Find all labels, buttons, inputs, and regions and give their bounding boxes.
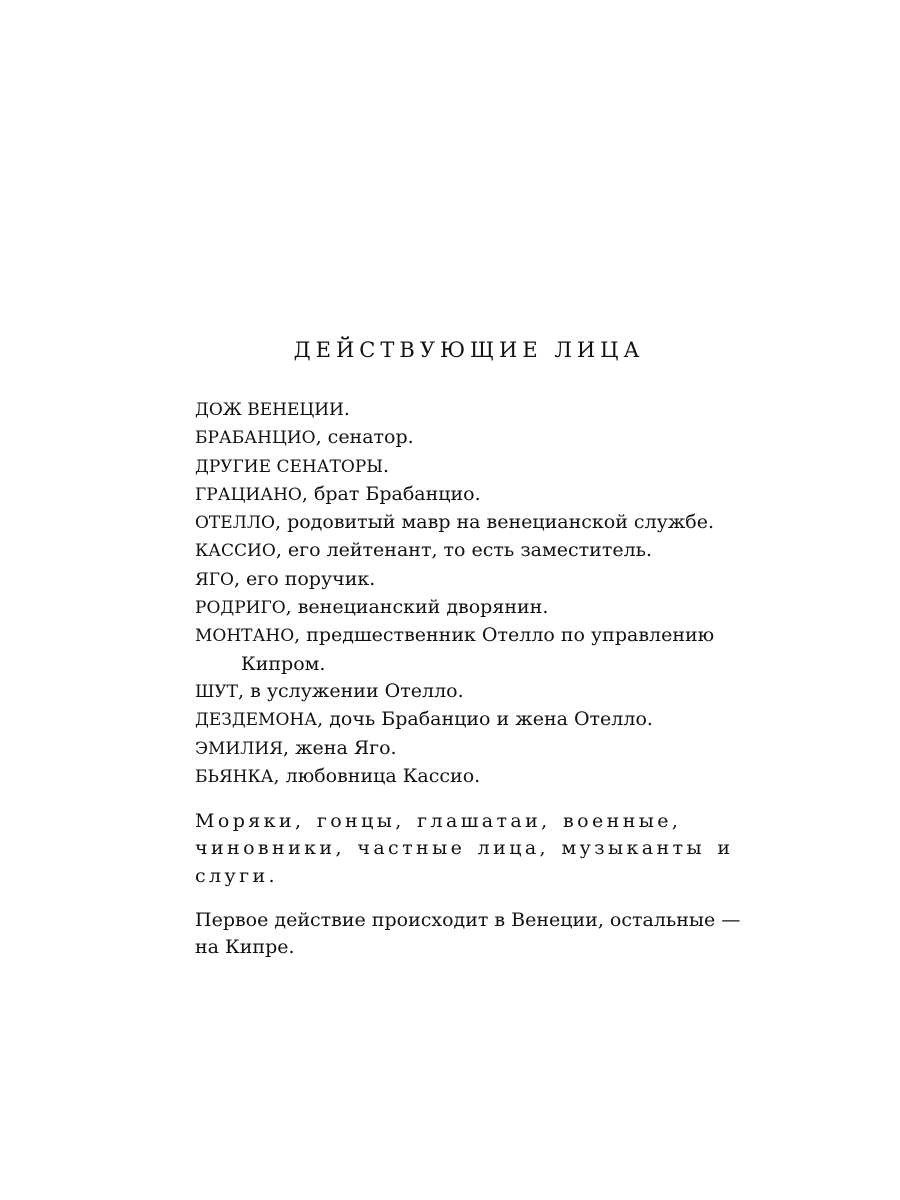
persona-description: , жена Яго. [282, 736, 397, 759]
persona-name: ГРАЦИАНО [195, 484, 302, 505]
persona-description: , родовитый мавр на венецианской службе. [275, 511, 715, 534]
persona-description: , предшественник Отелло по управлению Кипром. [241, 624, 715, 675]
persona-description: , дочь Брабанцио и жена Отелло. [317, 708, 653, 731]
persona-description: , его лейтенант, то есть заместитель. [275, 539, 653, 562]
persona-description: , сенатор. [315, 426, 414, 449]
persona-description: . [383, 454, 390, 477]
persona-name: КАССИО [195, 541, 276, 562]
persona-description: , в услужении Отелло. [238, 679, 464, 702]
persona-name: ОТЕЛЛО [195, 513, 275, 534]
dramatis-personae [195, 396, 755, 962]
setting-note: Первое действие происходит в Венеции, остальные — на Кипре. [195, 909, 741, 959]
persona-description: , его поручик. [233, 567, 376, 590]
extras-note: Моряки, гонцы, глашатаи, военные, чиновники, частные лица, музыканты и слуги. [195, 810, 734, 887]
persona-name: ДРУГИЕ СЕНАТОРЫ [195, 456, 383, 477]
persona-cassio [195, 537, 755, 565]
persona-description: , брат Брабанцио. [301, 482, 481, 505]
persona-name: РОДРИГО [195, 598, 286, 619]
persona-name: БРАБАНЦИО [195, 428, 316, 449]
persona-montano [195, 622, 755, 678]
persona-iago [195, 566, 755, 594]
persona-emilia [195, 735, 755, 763]
persona-desdemona [195, 706, 755, 734]
persona-name: ШУТ [195, 681, 239, 702]
persona-clown [195, 678, 755, 706]
persona-gratiano [195, 481, 755, 509]
persona-bianca [195, 763, 755, 791]
persona-othello [195, 509, 755, 537]
persona-name: ЯГО [195, 569, 234, 590]
persona-roderigo [195, 594, 755, 622]
persona-description: , любовница Кассио. [273, 764, 481, 787]
persona-doge [195, 396, 755, 424]
persona-brabantio [195, 424, 755, 452]
persona-name: ЭМИЛИЯ [195, 738, 283, 759]
persona-name: БЬЯНКА [195, 766, 274, 787]
persona-name: ДОЖ ВЕНЕЦИИ [195, 400, 344, 420]
persona-description: , венецианский дворянин. [285, 596, 549, 619]
persona-description: . [343, 398, 350, 420]
persona-name: МОНТАНО [195, 626, 295, 647]
persona-name: ДЕЗДЕМОНА [195, 710, 318, 731]
persona-other-senators [195, 453, 755, 481]
page-title: ДЕЙСТВУЮЩИЕ ЛИЦА [293, 338, 645, 362]
